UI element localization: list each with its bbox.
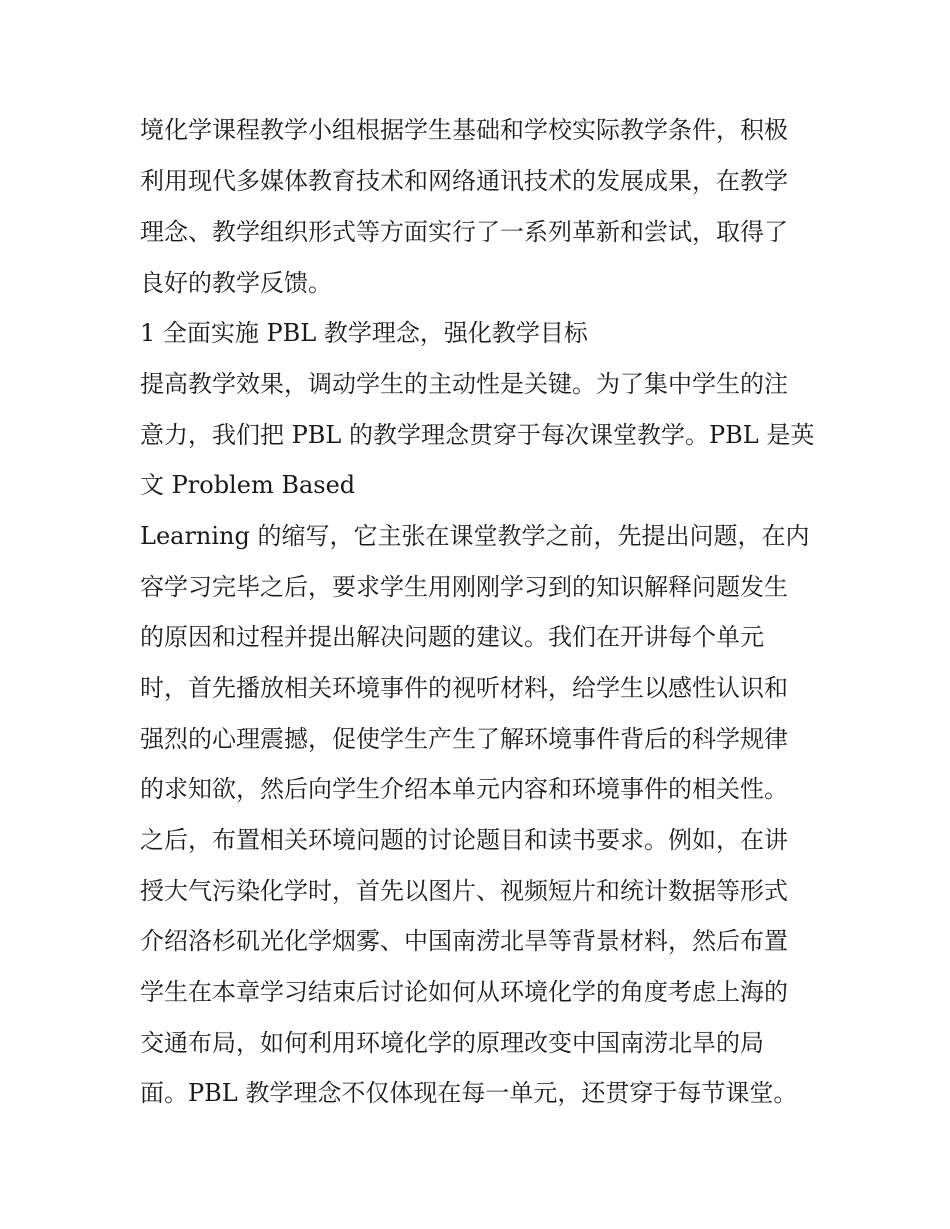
text-line: 提高教学效果，调动学生的主动性是关键。为了集中学生的注 <box>140 370 788 398</box>
text-line: 介绍洛杉矶光化学烟雾、中国南涝北旱等背景材料，然后布置 <box>140 927 788 955</box>
text-line: 学生在本章学习结束后讨论如何从环境化学的角度考虑上海的 <box>140 978 788 1006</box>
text-line: 时，首先播放相关环境事件的视听材料，给学生以感性认识和 <box>140 674 788 702</box>
text-line: 交通布局，如何利用环境化学的原理改变中国南涝北旱的局 <box>140 1029 764 1057</box>
text-line: 文 Problem Based <box>140 471 356 499</box>
text-line: Learning 的缩写，它主张在课堂教学之前，先提出问题，在内 <box>140 522 810 550</box>
text-line: 理念、教学组织形式等方面实行了一系列革新和尝试，取得了 <box>140 218 788 246</box>
text-line: 授大气污染化学时，首先以图片、视频短片和统计数据等形式 <box>140 877 788 905</box>
text-line: 利用现代多媒体教育技术和网络通讯技术的发展成果，在教学 <box>140 167 788 195</box>
text-line: 意力，我们把 PBL 的教学理念贯穿于每次课堂教学。PBL 是英 <box>140 421 815 449</box>
text-line: 的求知欲，然后向学生介绍本单元内容和环境事件的相关性。 <box>140 775 788 803</box>
text-line: 容学习完毕之后，要求学生用刚刚学习到的知识解释问题发生 <box>140 573 788 601</box>
text-line: 面。PBL 教学理念不仅体现在每一单元，还贯穿于每节课堂。 <box>140 1079 798 1107</box>
text-line: 之后，布置相关环境问题的讨论题目和读书要求。例如，在讲 <box>140 826 788 854</box>
text-line: 境化学课程教学小组根据学生基础和学校实际教学条件，积极 <box>140 116 788 144</box>
section-heading: 1 全面实施 PBL 教学理念，强化教学目标 <box>140 319 588 347</box>
text-line: 强烈的心理震撼，促使学生产生了解环境事件背后的科学规律 <box>140 725 788 753</box>
text-line: 的原因和过程并提出解决问题的建议。我们在开讲每个单元 <box>140 623 764 651</box>
text-line: 良好的教学反馈。 <box>140 269 332 297</box>
